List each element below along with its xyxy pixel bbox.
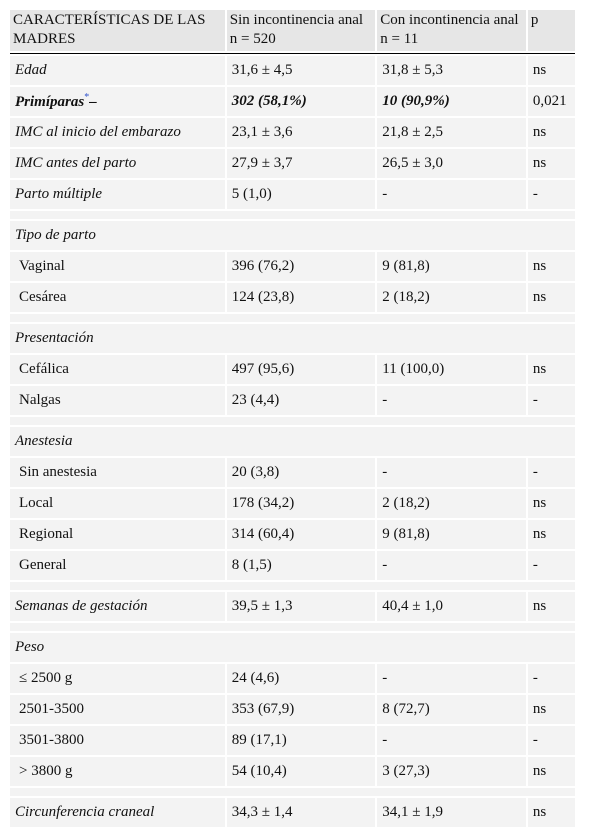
spacer-row — [10, 211, 575, 219]
p-value: ns — [528, 798, 575, 827]
row-label-text: Vaginal — [19, 258, 65, 274]
row-label — [10, 118, 225, 147]
row-label — [10, 56, 225, 85]
value-without-incontinence: 31,6 ± 4,5 — [227, 56, 376, 85]
table-row — [10, 386, 575, 415]
row-label — [10, 87, 225, 116]
table-row — [10, 180, 575, 209]
row-label-text: Edad — [15, 62, 47, 78]
row-label — [10, 551, 225, 580]
p-value: ns — [528, 252, 575, 281]
value-with-incontinence: - — [377, 458, 526, 487]
table-row — [10, 592, 575, 621]
p-value: ns — [528, 695, 575, 724]
header-p-value — [528, 10, 575, 51]
value-without-incontinence: 24 (4,6) — [227, 664, 376, 693]
spacer-row — [10, 623, 575, 631]
value-without-incontinence: 23,1 ± 3,6 — [227, 118, 376, 147]
table-row — [10, 726, 575, 755]
spacer-row — [10, 582, 575, 590]
p-value: - — [528, 458, 575, 487]
value-without-incontinence: 20 (3,8) — [227, 458, 376, 487]
p-value: 0,021 — [528, 87, 575, 116]
section-label: Peso — [10, 633, 575, 662]
section-row — [10, 633, 575, 662]
value-with-incontinence: 10 (90,9%) — [377, 87, 526, 116]
header-with-label: Con incontinencia anal — [380, 12, 519, 28]
row-label — [10, 283, 225, 312]
value-with-incontinence: - — [377, 664, 526, 693]
p-value: ns — [528, 489, 575, 518]
row-label-text: Cefálica — [19, 361, 69, 377]
row-label — [10, 180, 225, 209]
p-value: ns — [528, 149, 575, 178]
table-row — [10, 664, 575, 693]
value-without-incontinence: 39,5 ± 1,3 — [227, 592, 376, 621]
spacer-cell — [10, 623, 575, 631]
p-value: ns — [528, 56, 575, 85]
row-label-suffix: – — [89, 94, 97, 110]
row-label-text: Sin anestesia — [19, 464, 97, 480]
row-label — [10, 458, 225, 487]
spacer-cell — [10, 314, 575, 322]
row-label — [10, 355, 225, 384]
row-label-text: ≤ 2500 g — [19, 670, 73, 686]
row-label-text: IMC antes del parto — [15, 155, 137, 171]
spacer-cell — [10, 211, 575, 219]
row-label — [10, 592, 225, 621]
p-value: - — [528, 551, 575, 580]
value-with-incontinence: 26,5 ± 3,0 — [377, 149, 526, 178]
row-label — [10, 386, 225, 415]
header-characteristics — [10, 10, 225, 51]
table-row — [10, 695, 575, 724]
value-with-incontinence: 8 (72,7) — [377, 695, 526, 724]
table-row — [10, 149, 575, 178]
p-value: - — [528, 386, 575, 415]
row-label-text: Parto múltiple — [15, 186, 103, 202]
row-label-text: IMC al inicio del embarazo — [15, 124, 181, 140]
value-without-incontinence: 396 (76,2) — [227, 252, 376, 281]
value-without-incontinence: 497 (95,6) — [227, 355, 376, 384]
value-without-incontinence: 34,3 ± 1,4 — [227, 798, 376, 827]
row-label — [10, 664, 225, 693]
row-label — [10, 489, 225, 518]
value-with-incontinence: - — [377, 551, 526, 580]
value-with-incontinence: - — [377, 386, 526, 415]
header-with-n: n = 11 — [380, 31, 419, 47]
table-row — [10, 252, 575, 281]
row-label-text: Local — [19, 495, 54, 511]
row-label-text: General — [19, 557, 67, 573]
row-label-text: Nalgas — [19, 392, 61, 408]
value-without-incontinence: 353 (67,9) — [227, 695, 376, 724]
spacer-cell — [10, 417, 575, 425]
value-without-incontinence: 178 (34,2) — [227, 489, 376, 518]
value-without-incontinence: 54 (10,4) — [227, 757, 376, 786]
row-label-text: Circunferencia craneal — [15, 804, 155, 820]
row-label-text: 3501-3800 — [19, 732, 84, 748]
value-without-incontinence: 124 (23,8) — [227, 283, 376, 312]
table-row — [10, 118, 575, 147]
value-without-incontinence: 8 (1,5) — [227, 551, 376, 580]
row-label-text: Primíparas — [15, 94, 85, 110]
row-label-text: Regional — [19, 526, 74, 542]
value-without-incontinence: 5 (1,0) — [227, 180, 376, 209]
spacer-row — [10, 788, 575, 796]
table-row — [10, 56, 575, 85]
footnote-link[interactable]: * — [84, 92, 90, 103]
p-value: ns — [528, 757, 575, 786]
value-with-incontinence: 40,4 ± 1,0 — [377, 592, 526, 621]
table-row — [10, 520, 575, 549]
table-row — [10, 283, 575, 312]
p-value: - — [528, 180, 575, 209]
value-with-incontinence: - — [377, 180, 526, 209]
table-row — [10, 87, 575, 116]
table-row — [10, 798, 575, 827]
header-without-label: Sin incontinencia anal — [229, 12, 364, 28]
row-label-text: 2501-3500 — [19, 701, 84, 717]
table-header — [10, 10, 575, 54]
row-label — [10, 695, 225, 724]
value-with-incontinence: 9 (81,8) — [377, 252, 526, 281]
row-label — [10, 726, 225, 755]
spacer-row — [10, 417, 575, 425]
value-without-incontinence: 302 (58,1%) — [227, 87, 376, 116]
header-without-incontinence — [227, 10, 376, 51]
row-label — [10, 798, 225, 827]
value-with-incontinence: - — [377, 726, 526, 755]
value-with-incontinence: 2 (18,2) — [377, 283, 526, 312]
p-value: ns — [528, 283, 575, 312]
value-with-incontinence: 21,8 ± 2,5 — [377, 118, 526, 147]
p-value: ns — [528, 118, 575, 147]
row-label — [10, 757, 225, 786]
table-row — [10, 551, 575, 580]
value-with-incontinence: 31,8 ± 5,3 — [377, 56, 526, 85]
header-divider — [10, 53, 575, 54]
table-row — [10, 489, 575, 518]
p-value: - — [528, 726, 575, 755]
section-row — [10, 324, 575, 353]
header-characteristics-label: CARACTERÍSTICAS DE LAS MADRES — [13, 12, 206, 47]
value-without-incontinence: 314 (60,4) — [227, 520, 376, 549]
row-label-text: > 3800 g — [19, 763, 73, 779]
value-without-incontinence: 27,9 ± 3,7 — [227, 149, 376, 178]
section-row — [10, 427, 575, 456]
row-label — [10, 149, 225, 178]
table-row — [10, 355, 575, 384]
value-with-incontinence: 11 (100,0) — [377, 355, 526, 384]
maternal-characteristics-table — [8, 8, 577, 829]
table-container — [10, 10, 579, 829]
table-body — [10, 56, 575, 827]
section-row — [10, 221, 575, 250]
section-label: Anestesia — [10, 427, 575, 456]
header-with-incontinence — [377, 10, 526, 51]
row-label — [10, 252, 225, 281]
p-value: ns — [528, 592, 575, 621]
value-with-incontinence: 34,1 ± 1,9 — [377, 798, 526, 827]
table-row — [10, 458, 575, 487]
row-label-text: Semanas de gestación — [15, 598, 148, 614]
spacer-cell — [10, 582, 575, 590]
p-value: - — [528, 664, 575, 693]
spacer-row — [10, 314, 575, 322]
header-row — [10, 10, 575, 51]
value-without-incontinence: 89 (17,1) — [227, 726, 376, 755]
p-value: ns — [528, 355, 575, 384]
p-value: ns — [528, 520, 575, 549]
value-without-incontinence: 23 (4,4) — [227, 386, 376, 415]
table-row — [10, 757, 575, 786]
value-with-incontinence: 2 (18,2) — [377, 489, 526, 518]
section-label: Tipo de parto — [10, 221, 575, 250]
row-label — [10, 520, 225, 549]
row-label-text: Cesárea — [19, 289, 67, 305]
value-with-incontinence: 3 (27,3) — [377, 757, 526, 786]
header-p-label: p — [530, 12, 539, 28]
section-label: Presentación — [10, 324, 575, 353]
value-with-incontinence: 9 (81,8) — [377, 520, 526, 549]
header-without-n: n = 520 — [229, 31, 276, 47]
spacer-cell — [10, 788, 575, 796]
